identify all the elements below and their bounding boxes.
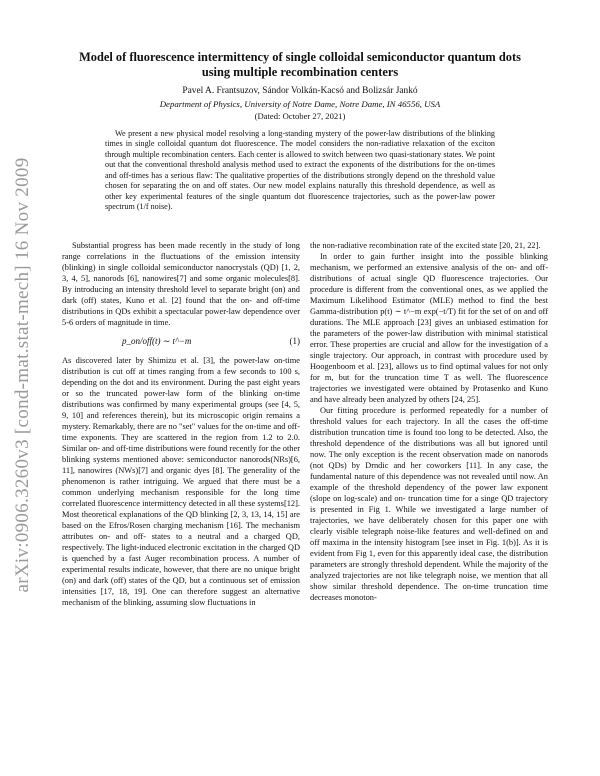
equation-body: p_on/off(t) ∼ t^−m [122,335,192,346]
paper-title [60,50,540,80]
affiliation: Department of Physics, University of Notre Dame, Notre Dame, IN 46556, USA [159,99,441,109]
equation-1 [62,332,300,354]
abstract: We present a new physical model resolving a long-standing mystery of the power-law distributions of the blinking times in single colloidal quantum dot fluorescence. The model considers the non-radiative relaxation of the exciton through multiple recombination centers. Each center is allowed to switch between two quasi-stationary states. We point out that the conventional threshold analysis method used to extract the exponents of the distributions for the on-times and off-times has a serious flaw: The qualitative properties of the distributions strongly depend on the threshold value chosen for separating the on and off states. Our new model explains naturally this threshold dependence, as well as other key experimental features of the single quantum dot fluorescence trajectories, such as the power-law power spectrum (1/f noise). [105,129,495,212]
date-line: (Dated: October 27, 2021) [254,111,346,121]
equation-number: (1) [289,335,300,346]
paragraph-fitting: Our fitting procedure is performed repeatedly for a number of threshold values for each trajectory. In all the cases the off-time distribution truncation time is found too long to be detected. Also, the threshold dependence of the distributions was all but ignored until now. The only exception is the recent observation made on nanorods (not QDs) by Drndic and her coworkers [11]. In any case, the fundamental nature of this dependence was not revealed until now. An example of the threshold dependency of the power law exponent (slope on log-scale) and on- truncation time for a singe QD trajectory is presented in Fig 1. While we investigated a large number of trajectories, we have deliberately chosen for this paper one with clearly visible telegraph noise-like features and well-defined on and off maxima in the intensity histogram [see inset in Fig. 1(b)]. As it is evident from Fig 1, even for this apparently ideal case, the distribution parameters are strongly threshold dependent. While the majority of the analyzed trajectories are not like telegraph noise, we mention that all show similar threshold dependence. The on-time truncation time decreases monoton- [310,405,548,602]
arxiv-identifier-text: arXiv:0906.3260v3 [cond-mat.stat-mech] 16 Nov 2009 [12,157,33,593]
paragraph-intro: Substantial progress has been made recently in the study of long range correlations in the fluctuations of the emission intensity (blinking) in single colloidal semiconductor nanocrystals (QD) [1, 2, 3, 4, 5], nanorods [6], nanowires[7] and some organic molecules[8]. By introducing an intensity threshold level to separate bright (on) and dark (off) states, Kuno et al. [2] found that the on- and off-time distributions in QDs exhibit a spectacular power-law dependence over 5-6 orders of magnitude in time. [62,241,300,327]
title-line-2: using multiple recombination centers [201,65,399,79]
left-column [62,241,300,609]
paragraph-shimizu: As discovered later by Shimizu et al. [3], the power-law on-time distribution is cut off at times ranging from a few seconds to 100 s, depending on the dot and its environment. During the past eight years or so the truncated power-law form of the blinking on-time distributions was confirmed by many experimental groups (see [4, 5, 9, 10] and references therein), but its microscopic origin remains a mystery. Remarkably, there are no "set" values for the on-time and off-time exponents. They are scattered in the region from 1.2 to 2.0. Similar on- and off-time distributions were found recently for the other blinking systems mentioned above: semiconductor nanorods(NRs)[6, 11], nanowires (NWs)[7] and organic dyes [8]. The generality of the phenomenon is rather intriguing. We argued that there must be a common underlying mechanism responsible for the long time correlated fluorescence intermittency detected in all these systems[12]. Most theoretical explanations of the QD blinking [2, 3, 13, 14, 15] are based on the Efros/Rosen charging mechanism [16]. The mechanism attributes on- and off- states to a neutral and a charged QD, respectively. The light-induced electronic excitation in the charged QD is quenched by a fast Auger recombination process. A number of experimental results indicate, however, that there are no unique bright (on) and dark (off) states of the QD, but a continuous set of emission intensities [17, 18, 19]. One can therefore suggest an alternative mechanism of the blinking, assuming slow fluctuations in [62,355,301,607]
right-column [310,241,548,603]
paragraph-analysis: In order to gain further insight into the possible blinking mechanism, we performed an extensive analysis of the on- and off- distributions of actual single QD fluorescence trajectories. Our procedure is different from the conventional ones, as we applied the Maximum Likelihood Estimator (MLE) method to find the best Gamma-distribution p(t) ∼ t^−m exp(−t/T) fit for the set of on and off durations. The MLE approach [23] gives an unbiased estimation for the parameters of the power-law distribution with minimal statistical error. These properties are crucial and allow for the investigation of a single trajectory. Our approach, in contrast with procedure used by Hoogenboom et al. [23], allows us to find optimal values for not only for m, but for the truncation time T as well. The fluorescence trajectories we investigated were obtained by Protasenko and Kuno and have already been analyzed by others [24, 25]. [310,251,548,404]
authors: Pavel A. Frantsuzov, Sándor Volkán-Kacsó and Bolizsár Jankó [182,86,418,96]
arxiv-identifier [8,150,38,600]
title-line-1: Model of fluorescence intermittency of single colloidal semiconductor quantum dots [79,50,521,64]
paragraph-continued: the non-radiative recombination rate of the excited state [20, 21, 22]. [310,241,541,250]
